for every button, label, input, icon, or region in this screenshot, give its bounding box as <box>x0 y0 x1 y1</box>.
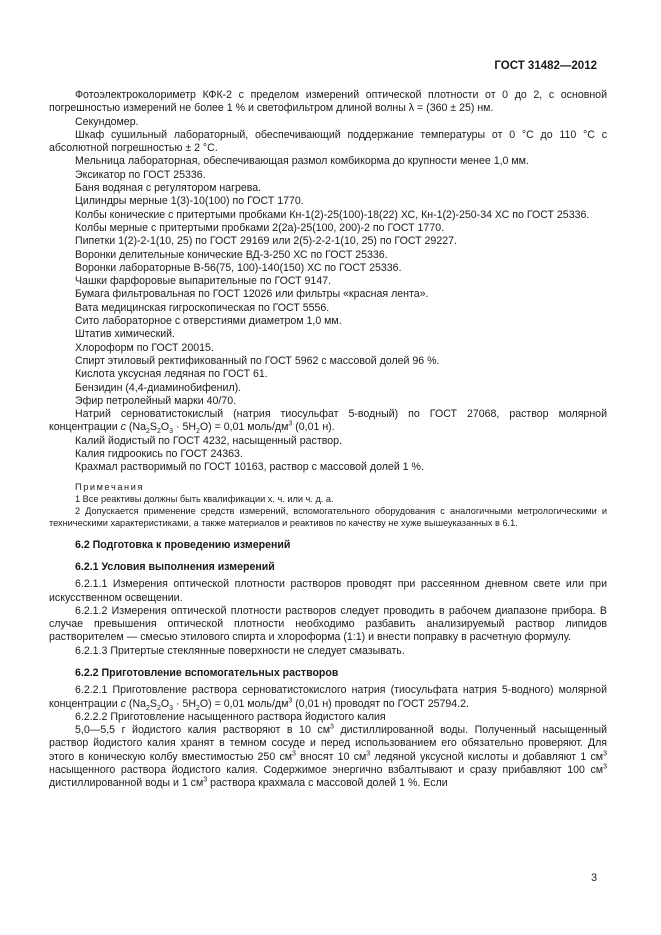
notes-block <box>49 481 607 529</box>
equipment-item: Цилиндры мерные 1(3)-10(100) по ГОСТ 1770. <box>75 195 304 208</box>
equipment-item: Бумага фильтровальная по ГОСТ 12026 или фильтры «красная лента». <box>75 288 429 301</box>
equipment-item: Воронки лабораторные В-56(75, 100)-140(150) ХС по ГОСТ 25336. <box>75 261 402 274</box>
equipment-item: Шкаф сушильный лабораторный, обеспечивающий поддержание температуры от 0 °C до 110 °C с абсолютной погрешностью ± 2 °C. <box>49 128 607 155</box>
page-content <box>49 89 607 791</box>
equipment-item: Чашки фарфоровые выпарительные по ГОСТ 9147. <box>75 275 332 288</box>
paragraph: 6.2.1.1 Измерения оптической плотности растворов проводят при рассеянном дневном свете или при искусственном освещении. <box>49 578 607 604</box>
section-heading-6-2-1: 6.2.1 Условия выполнения измерений <box>75 560 275 573</box>
equipment-item: Штатив химический. <box>75 328 175 341</box>
paragraph: 6.2.2.2 Приготовление насыщенного раствора йодистого калия <box>75 710 386 723</box>
doc-code-header: ГОСТ 31482—2012 <box>494 60 597 72</box>
equipment-item: Мельница лабораторная, обеспечивающая размол комбикорма до крупности менее 1,0 мм. <box>75 155 529 168</box>
note-item: 1 Все реактивы должны быть квалификации х. ч. или ч. д. а. <box>75 493 334 504</box>
notes-title: Примечания <box>75 481 145 492</box>
equipment-item: Калия гидроокись по ГОСТ 24363. <box>75 448 243 461</box>
equipment-item: Сито лабораторное с отверстиями диаметром 1,0 мм. <box>75 315 342 328</box>
section-heading-6-2: 6.2 Подготовка к проведению измерений <box>75 538 291 551</box>
equipment-item: Баня водяная с регулятором нагрева. <box>75 182 262 195</box>
equipment-item: Секундомер. <box>75 115 139 128</box>
equipment-item: Калий йодистый по ГОСТ 4232, насыщенный раствор. <box>75 434 342 447</box>
equipment-item: Пипетки 1(2)-2-1(10, 25) по ГОСТ 29169 или 2(5)-2-2-1(10, 25) по ГОСТ 29227. <box>75 235 457 248</box>
equipment-item: Эксикатор по ГОСТ 25336. <box>75 168 206 181</box>
equipment-item: Крахмал растворимый по ГОСТ 10163, раствор с массовой долей 1 %. <box>75 461 424 474</box>
equipment-item: Кислота уксусная ледяная по ГОСТ 61. <box>75 368 268 381</box>
thiosulfate-item: Натрий серноватистокислый (натрия тиосульфат 5-водный) по ГОСТ 27068, раствор молярной концентрации c $(Na_2S_2O_3 \cdot 5H_2O) = 0,01$ моль/$дм^3$ (0,01 н). <box>49 408 607 436</box>
equipment-item: Воронки делительные конические ВД-3-250 ХС по ГОСТ 25336. <box>75 248 388 261</box>
equipment-item: Хлороформ по ГОСТ 20015. <box>75 341 214 354</box>
equipment-item: Бензидин (4,4-диаминобифенил). <box>75 381 242 394</box>
equipment-item: Колбы конические с притертыми пробками Кн-1(2)-25(100)-18(22) ХС, Кн-1(2)-250-34 ХС по ГОСТ 25336. <box>75 208 590 221</box>
section-heading-6-2-2: 6.2.2 Приготовление вспомогательных растворов <box>75 666 339 679</box>
equipment-item: Фотоэлектроколориметр КФК-2 с пределом измерений оптической плотности от 0 до 2, с основной погрешностью измерений не более 1 % и светофильтром длиной волны λ = (360 ± 25) нм. <box>49 89 607 115</box>
paragraph: 5,0—5,5 г йодистого калия растворяют в 10 $см^3$ дистиллированной воды. Полученный насыщенный раствор йодистого калия хранят в темном сосуде и перед использованием его обязательно проверяют. Для этого в коническую колбу вместимостью 250 $см^3$ вносят 10 $см^3$ ледяной уксусной кислоты и добавляют 1 $см^3$ насыщенного раствора йодистого калия. Содержимое энергично взбалтывают и сразу прибавляют 100 $см^3$ дистиллированной воды и 1 $см^3$ раствора крахмала с массовой долей 1 %. Если <box>49 723 607 790</box>
equipment-item: Вата медицинская гигроскопическая по ГОСТ 5556. <box>75 301 330 314</box>
equipment-item: Колбы мерные с притертыми пробками 2(2а)-25(100, 200)-2 по ГОСТ 1770. <box>75 221 445 234</box>
equipment-item: Спирт этиловый ректификованный по ГОСТ 5962 с массовой долей 96 %. <box>75 354 440 367</box>
note-item: 2 Допускается применение средств измерений, вспомогательного оборудования с аналогичными метрологическими и техническими характеристиками, а также материалов и реактивов по качеству не хуже вышеуказанных в 6.1. <box>49 505 607 528</box>
paragraph: 6.2.1.3 Притертые стеклянные поверхности не следует смазывать. <box>75 644 405 657</box>
equipment-item: Эфир петролейный марки 40/70. <box>75 394 237 407</box>
page-number: 3 <box>591 872 597 884</box>
paragraph: 6.2.1.2 Измерения оптической плотности растворов следует проводить в рабочем диапазоне прибора. В случае превышения оптической плотности необходимо разбавить анализируемый раствор липидов растворителем — смесью этилового спирта и хлороформа (1:1) и внести поправку в расчетную формулу. <box>49 604 607 644</box>
paragraph: 6.2.2.1 Приготовление раствора серноватистокислого натрия (тиосульфата натрия 5-водного) молярной концентрации c $(Na_2S_2O_3 \cdot 5H_2O) = 0,01$ моль/$дм^3$ (0,01 н) проводят по ГОСТ 25794.2. <box>49 684 607 712</box>
